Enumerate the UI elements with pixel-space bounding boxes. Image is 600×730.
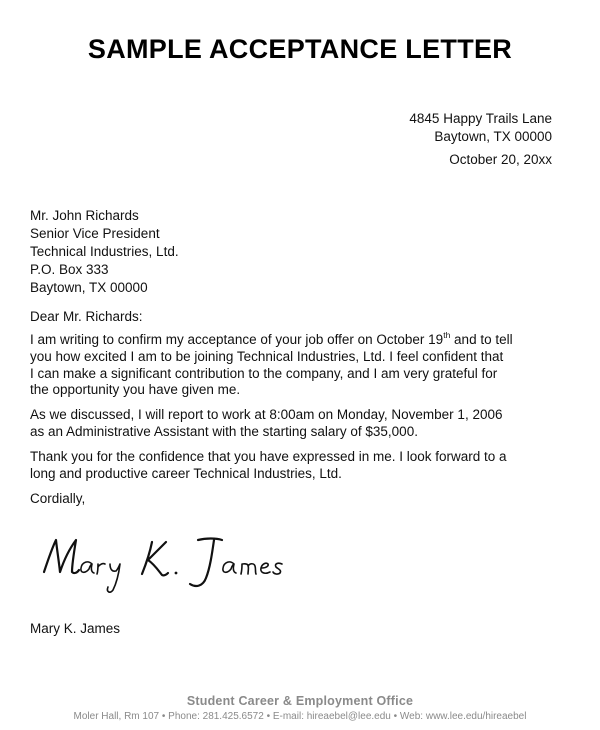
paragraph-line: long and productive career Technical Industries, Ltd. — [30, 465, 342, 481]
recipient-name: Mr. John Richards — [30, 208, 139, 223]
footer-contact-info: Moler Hall, Rm 107 • Phone: 281.425.6572 • E-mail: hireaebel@lee.edu • Web: www.lee.edu/hireaebel — [73, 711, 527, 722]
paragraph-acceptance — [30, 332, 560, 399]
footer-office-name: Student Career & Employment Office — [186, 694, 414, 708]
paragraph-line: as an Administrative Assistant with the starting salary of $35,000. — [30, 423, 418, 439]
signer-name: Mary K. James — [30, 621, 121, 636]
ordinal-superscript: th — [443, 330, 451, 340]
paragraph-line: I can make a significant contribution to the company, and I am very grateful for — [30, 365, 498, 381]
letter-title: SAMPLE ACCEPTANCE LETTER — [87, 34, 513, 64]
letter-date: October 20, 20xx — [449, 152, 552, 167]
sender-address — [409, 110, 552, 146]
handwritten-signature — [30, 520, 350, 600]
recipient-company: Technical Industries, Ltd. — [30, 244, 179, 259]
closing: Cordially, — [30, 491, 86, 506]
salutation: Dear Mr. Richards: — [30, 309, 143, 324]
paragraph-line: As we discussed, I will report to work at 8:00am on Monday, November 1, 2006 — [30, 407, 503, 422]
signature-drawing — [30, 520, 350, 600]
sender-address-line2: Baytown, TX 00000 — [434, 129, 552, 144]
sender-address-line1: 4845 Happy Trails Lane — [409, 111, 552, 126]
paragraph-line: Thank you for the confidence that you have expressed in me. I look forward to a — [30, 449, 507, 464]
paragraph-line — [30, 332, 560, 349]
paragraph-text: I am writing to confirm my acceptance of your job offer on October 19 — [30, 332, 444, 347]
recipient-po-box: P.O. Box 333 — [30, 262, 109, 277]
recipient-position: Senior Vice President — [30, 226, 160, 241]
paragraph-line: the opportunity you have given me. — [30, 382, 241, 398]
paragraph-thanks — [30, 449, 560, 483]
recipient-address — [30, 207, 179, 297]
paragraph-line: you how excited I am to be joining Technical Industries, Ltd. I feel confident that — [30, 348, 504, 364]
paragraph-start-details — [30, 407, 560, 441]
paragraph-text: and to tell — [450, 332, 513, 347]
recipient-city: Baytown, TX 00000 — [30, 280, 148, 295]
